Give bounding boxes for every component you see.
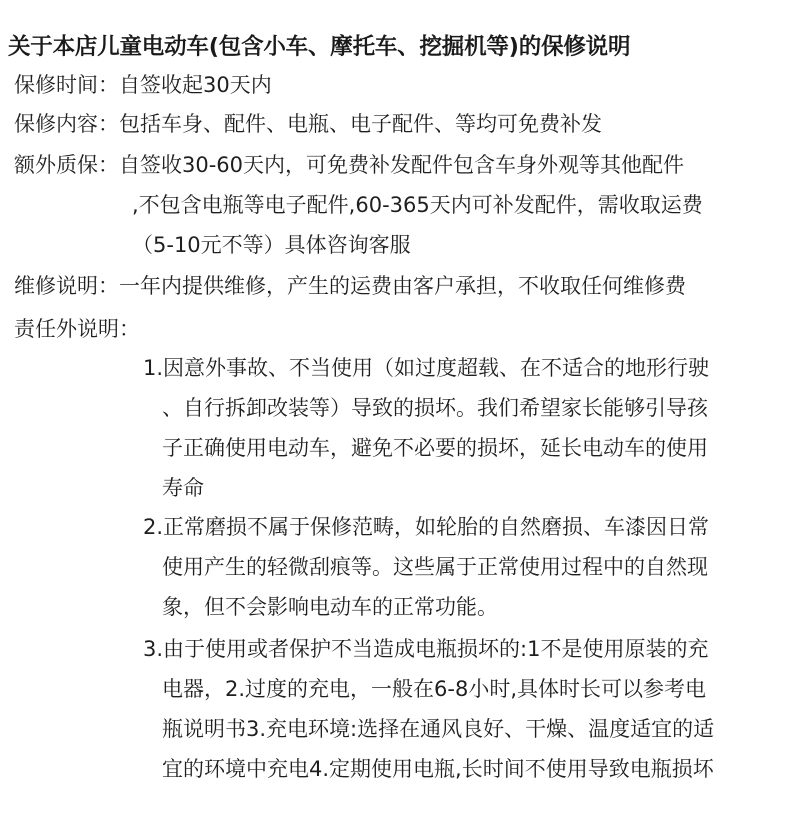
liability-item-line: 宜的环境中充电4.定期使用电瓶,长时间不使用导致电瓶损坏 xyxy=(162,757,714,781)
warranty-content-value: 包括车身、配件、电瓶、电子配件、等均可免费补发 xyxy=(119,112,602,136)
liability-item-line: 子正确使用电动车，避免不必要的损坏，延长电动车的使用 xyxy=(162,436,708,460)
liability-label: 责任外说明： xyxy=(14,317,140,341)
liability-item xyxy=(143,348,783,508)
warranty-content-label: 保修内容： xyxy=(14,112,119,136)
extra-warranty-continuation: ,不包含电瓶等电子配件,60-365天内可补发配件，需收取运费 xyxy=(132,193,703,217)
liability-item-line: 2.正常磨损不属于保修范畴，如轮胎的自然磨损、车漆因日常 xyxy=(143,515,710,539)
liability-item-line: 瓶说明书3.充电环境:选择在通风良好、干燥、温度适宜的适 xyxy=(162,717,715,741)
repair-row xyxy=(14,266,686,306)
warranty-period-row xyxy=(14,65,272,105)
repair-label: 维修说明： xyxy=(14,274,119,298)
extra-warranty-row xyxy=(14,145,684,185)
liability-item-line: 3.由于使用或者保护不当造成电瓶损坏的:1不是使用原装的充 xyxy=(143,637,709,661)
liability-item xyxy=(143,507,783,627)
warranty-content-row xyxy=(14,104,602,144)
extra-warranty-value: 自签收30-60天内，可免费补发配件包含车身外观等其他配件 xyxy=(119,153,685,177)
warranty-period-label: 保修时间： xyxy=(14,73,119,97)
liability-item-line: 使用产生的轻微刮痕等。这些属于正常使用过程中的自然现 xyxy=(162,555,708,579)
liability-item-line: 、自行拆卸改装等）导致的损坏。我们希望家长能够引导孩 xyxy=(162,396,708,420)
extra-warranty-continuation: （5-10元不等）具体咨询客服 xyxy=(132,233,411,257)
extra-warranty-label: 额外质保： xyxy=(14,153,119,177)
liability-item-line: 象，但不会影响电动车的正常功能。 xyxy=(162,595,498,619)
warranty-period-value: 自签收起30天内 xyxy=(119,73,272,97)
liability-item-line: 电器，2.过度的充电，一般在6-8小时,具体时长可以参考电 xyxy=(162,677,707,701)
repair-value: 一年内提供维修，产生的运费由客户承担，不收取任何维修费 xyxy=(119,274,686,298)
liability-item xyxy=(143,629,783,789)
liability-item-line: 1.因意外事故、不当使用（如过度超载、在不适合的地形行驶 xyxy=(143,356,710,380)
page-title: 关于本店儿童电动车(包含小车、摩托车、挖掘机等)的保修说明 xyxy=(8,34,631,60)
liability-item-line: 寿命 xyxy=(162,476,204,500)
